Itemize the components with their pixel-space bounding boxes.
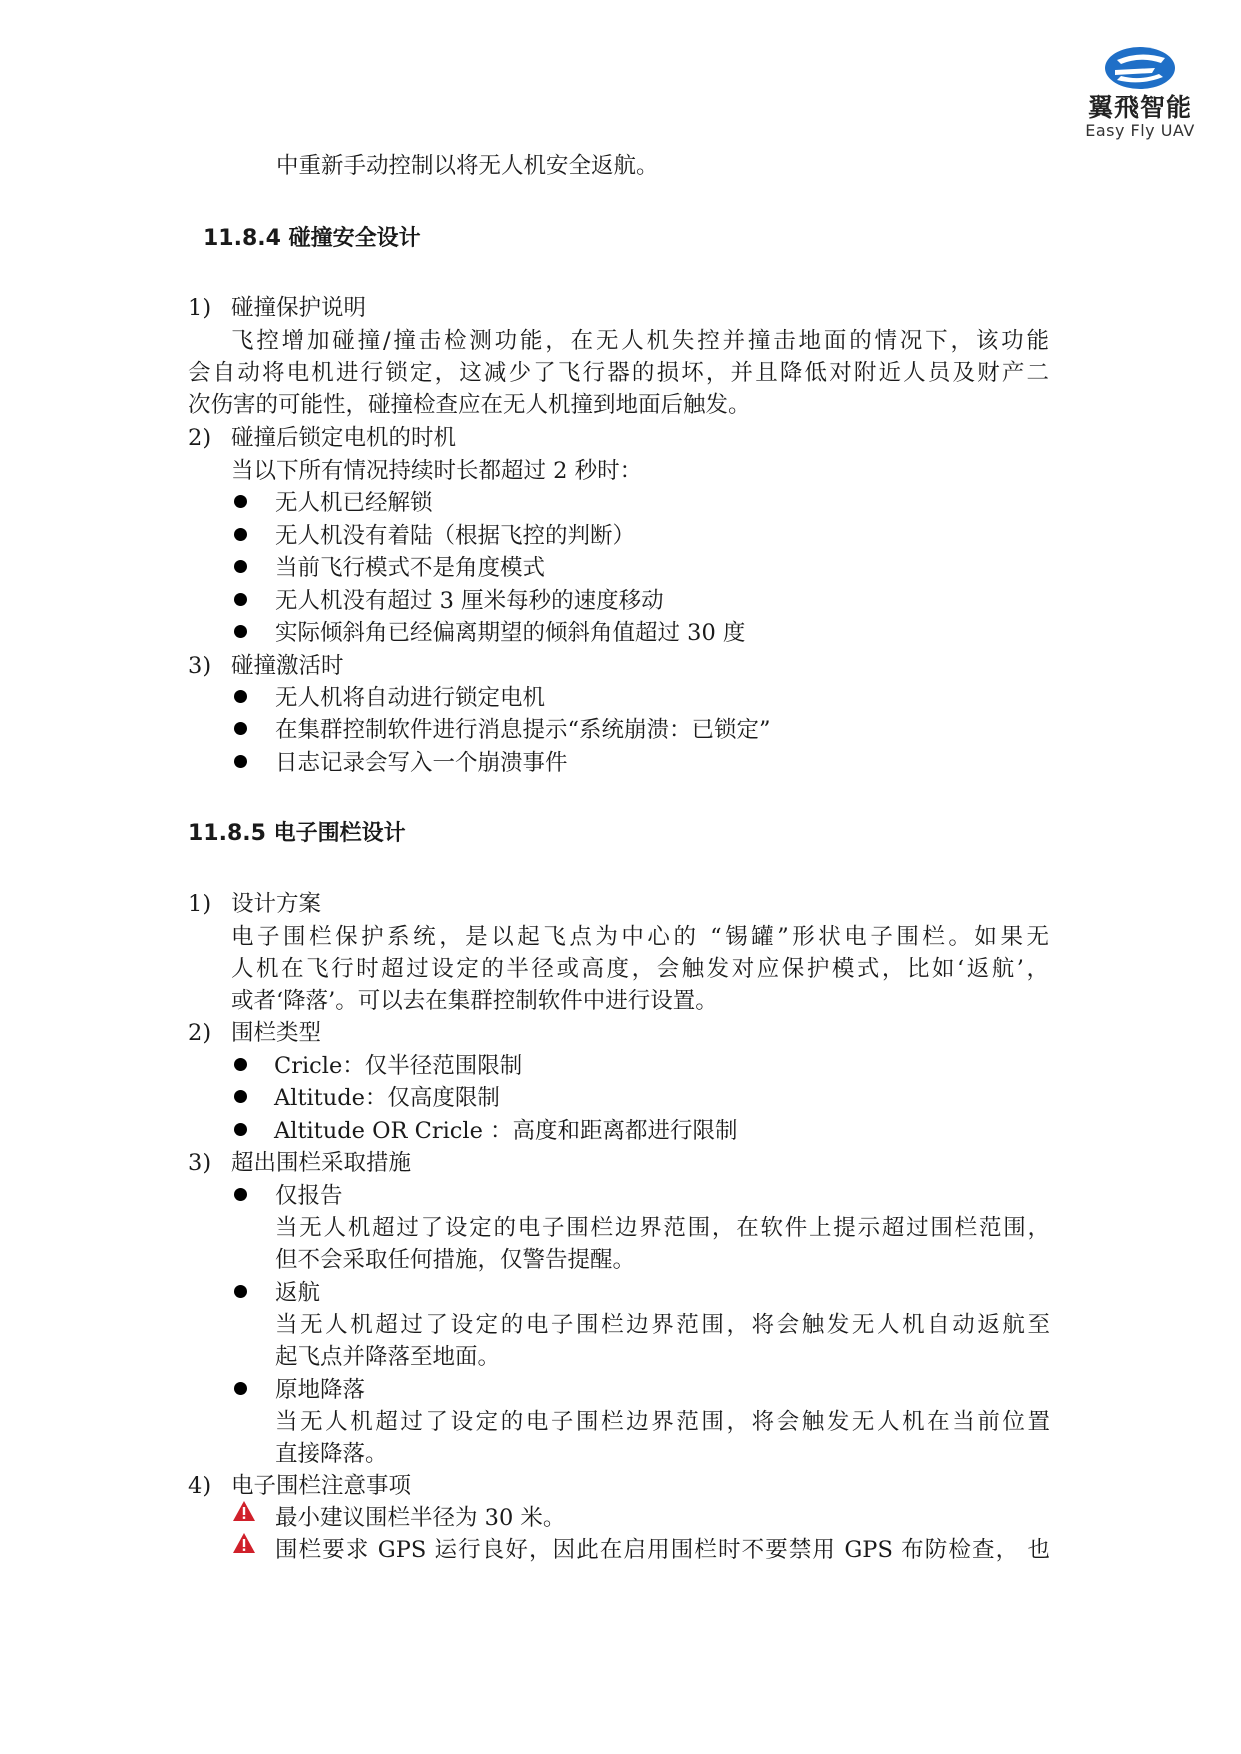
item-number: 3) bbox=[188, 653, 212, 679]
logo-chinese-name: 翼飛智能 bbox=[1087, 93, 1192, 122]
bullet-dot bbox=[234, 1382, 247, 1395]
bullet-dot bbox=[234, 593, 247, 606]
option-description: 起飞点并降落至地面。 bbox=[275, 1344, 501, 1370]
bullet-dot bbox=[234, 690, 247, 703]
list-item: 无人机将自动进行锁定电机 bbox=[275, 685, 546, 711]
warning-text: 最小建议围栏半径为 30 米。 bbox=[275, 1505, 566, 1531]
item-number: 2) bbox=[188, 425, 212, 451]
section-heading-11-8-5: 11.8.5 电子围栏设计 bbox=[188, 821, 406, 846]
paragraph-line: 次伤害的可能性，碰撞检查应在无人机撞到地面后触发。 bbox=[188, 392, 751, 418]
item-title: 碰撞后锁定电机的时机 bbox=[231, 425, 457, 451]
paragraph-line: 人机在飞行时超过设定的半径或高度，会触发对应保护模式，比如‘返航’， bbox=[231, 956, 1049, 982]
bullet-dot bbox=[234, 495, 247, 508]
bullet-dot bbox=[234, 1058, 247, 1071]
bullet-dot bbox=[234, 560, 247, 573]
bullet-dot bbox=[234, 1285, 247, 1298]
bullet-dot bbox=[234, 1090, 247, 1103]
item-number: 1) bbox=[188, 891, 212, 917]
list-item: 无人机没有超过 3 厘米每秒的速度移动 bbox=[275, 588, 664, 614]
bullet-dot bbox=[234, 625, 247, 638]
list-item: 无人机没有着陆（根据飞控的判断） bbox=[275, 523, 636, 549]
option-description: 当无人机超过了设定的电子围栏边界范围，在软件上提示超过围栏范围， bbox=[275, 1215, 1050, 1241]
bullet-dot bbox=[234, 755, 247, 768]
paragraph-line: 会自动将电机进行锁定，这减少了飞行器的损坏，并且降低对附近人员及财产二 bbox=[188, 360, 1049, 386]
warning-icon bbox=[232, 1500, 256, 1522]
paragraph-line: 或者‘降落’。可以去在集群控制软件中进行设置。 bbox=[231, 988, 718, 1014]
option-description: 当无人机超过了设定的电子围栏边界范围，将会触发无人机自动返航至 bbox=[275, 1312, 1050, 1338]
company-logo bbox=[1080, 44, 1200, 144]
list-item: 在集群控制软件进行消息提示“系统崩溃：已锁定” bbox=[275, 717, 771, 743]
item-title: 电子围栏注意事项 bbox=[231, 1473, 412, 1499]
option-description: 当无人机超过了设定的电子围栏边界范围，将会触发无人机在当前位置 bbox=[275, 1409, 1050, 1435]
intro-line: 中重新手动控制以将无人机安全返航。 bbox=[276, 153, 659, 179]
list-item: 实际倾斜角已经偏离期望的倾斜角值超过 30 度 bbox=[275, 620, 746, 646]
option-description: 但不会采取任何措施，仅警告提醒。 bbox=[275, 1247, 636, 1273]
item-title: 碰撞激活时 bbox=[231, 653, 344, 679]
option-description: 直接降落。 bbox=[275, 1441, 388, 1467]
item-number: 3) bbox=[188, 1150, 212, 1176]
item-number: 1) bbox=[188, 295, 212, 321]
item-title: 碰撞保护说明 bbox=[231, 295, 367, 321]
paragraph-line: 电子围栏保护系统，是以起飞点为中心的 “锡罐”形状电子围栏。如果无 bbox=[231, 924, 1049, 950]
bullet-dot bbox=[234, 722, 247, 735]
item-title: 设计方案 bbox=[231, 891, 322, 917]
option-title: 返航 bbox=[275, 1280, 321, 1306]
easyfly-logo-icon bbox=[1103, 44, 1177, 92]
warning-icon bbox=[232, 1532, 256, 1554]
item-title: 围栏类型 bbox=[231, 1020, 322, 1046]
list-item: 无人机已经解锁 bbox=[275, 490, 433, 516]
option-title: 原地降落 bbox=[275, 1377, 366, 1403]
bullet-dot bbox=[234, 528, 247, 541]
list-item: 当前飞行模式不是角度模式 bbox=[275, 555, 546, 581]
list-item: Altitude：仅高度限制 bbox=[274, 1085, 500, 1111]
section-heading-11-8-4: 11.8.4 碰撞安全设计 bbox=[203, 226, 421, 251]
bullet-dot bbox=[234, 1123, 247, 1136]
list-item: Cricle：仅半径范围限制 bbox=[274, 1053, 523, 1079]
paragraph-line: 飞控增加碰撞/撞击检测功能，在无人机失控并撞击地面的情况下，该功能 bbox=[231, 328, 1049, 354]
item-number: 4) bbox=[188, 1473, 212, 1499]
list-item: 日志记录会写入一个崩溃事件 bbox=[275, 750, 568, 776]
warning-text: 围栏要求 GPS 运行良好，因此在启用围栏时不要禁用 GPS 布防检查， 也 bbox=[275, 1537, 1050, 1563]
item-title: 超出围栏采取措施 bbox=[231, 1150, 412, 1176]
item-number: 2) bbox=[188, 1020, 212, 1046]
logo-english-name: Easy Fly UAV bbox=[1085, 121, 1195, 140]
option-title: 仅报告 bbox=[275, 1183, 343, 1209]
bullet-dot bbox=[234, 1188, 247, 1201]
item-lead: 当以下所有情况持续时长都超过 2 秒时： bbox=[231, 458, 643, 484]
list-item: Altitude OR Cricle ：高度和距离都进行限制 bbox=[274, 1118, 738, 1144]
